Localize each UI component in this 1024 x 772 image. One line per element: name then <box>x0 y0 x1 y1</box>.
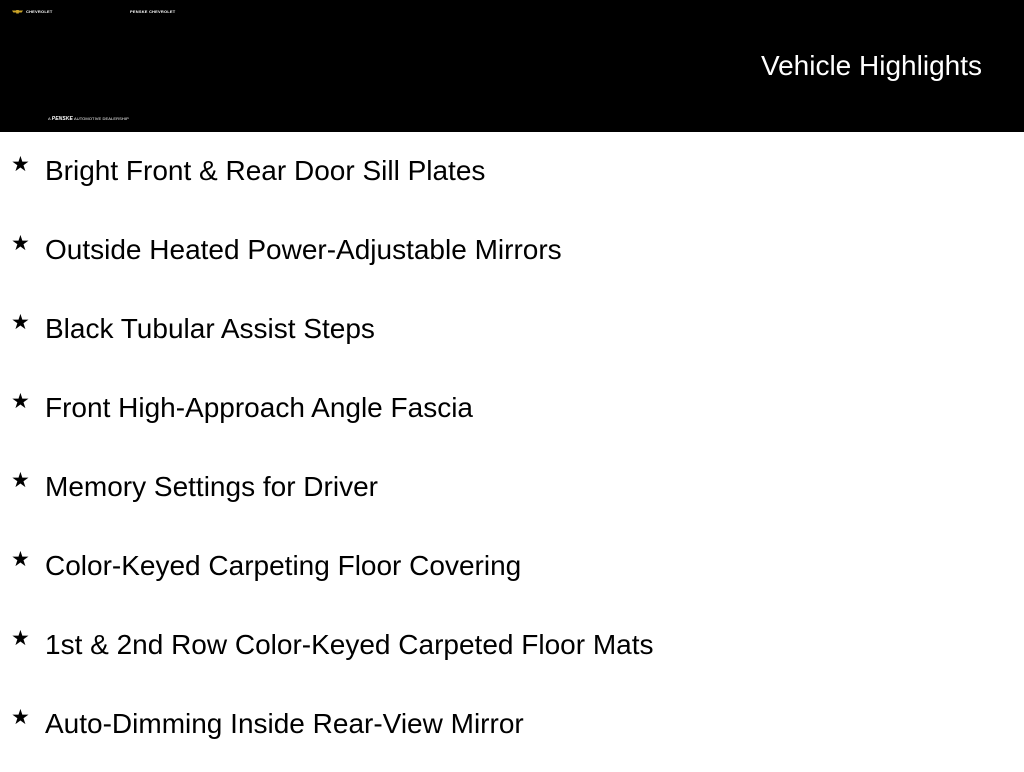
dealer-name: PENSKE CHEVROLET <box>130 9 176 14</box>
list-item <box>0 535 1024 614</box>
tagline-brand: PENSKE <box>51 116 73 122</box>
star-icon: ★ <box>11 389 30 413</box>
star-icon: ★ <box>11 705 30 729</box>
highlight-text: 1st & 2nd Row Color-Keyed Carpeted Floor Mats <box>45 629 654 660</box>
star-icon: ★ <box>11 547 30 571</box>
highlight-text: Auto-Dimming Inside Rear-View Mirror <box>45 708 524 739</box>
tagline-suffix: AUTOMOTIVE DEALERSHIP <box>73 116 129 121</box>
highlight-text: Bright Front & Rear Door Sill Plates <box>45 155 486 186</box>
star-icon: ★ <box>11 468 30 492</box>
highlight-text: Black Tubular Assist Steps <box>45 313 375 344</box>
star-icon: ★ <box>11 231 30 255</box>
list-item <box>0 140 1024 219</box>
highlight-text: Outside Heated Power-Adjustable Mirrors <box>45 234 562 265</box>
star-icon: ★ <box>11 310 30 334</box>
star-icon: ★ <box>11 152 30 176</box>
chevrolet-bowtie-icon <box>12 10 23 14</box>
brand-name: CHEVROLET <box>26 9 53 14</box>
dealer-tagline <box>48 116 129 122</box>
list-item <box>0 219 1024 298</box>
list-item <box>0 456 1024 535</box>
list-item <box>0 614 1024 693</box>
tagline-prefix: A <box>48 116 51 121</box>
header-banner <box>0 0 1024 132</box>
list-item <box>0 298 1024 377</box>
page-title: Vehicle Highlights <box>760 50 982 81</box>
list-item <box>0 377 1024 456</box>
list-item <box>0 693 1024 772</box>
highlight-text: Color-Keyed Carpeting Floor Covering <box>45 550 522 581</box>
highlight-text: Front High-Approach Angle Fascia <box>45 392 473 423</box>
brand-logo <box>12 9 52 14</box>
highlight-text: Memory Settings for Driver <box>45 471 378 502</box>
highlights-list <box>0 140 1024 772</box>
star-icon: ★ <box>11 626 30 650</box>
